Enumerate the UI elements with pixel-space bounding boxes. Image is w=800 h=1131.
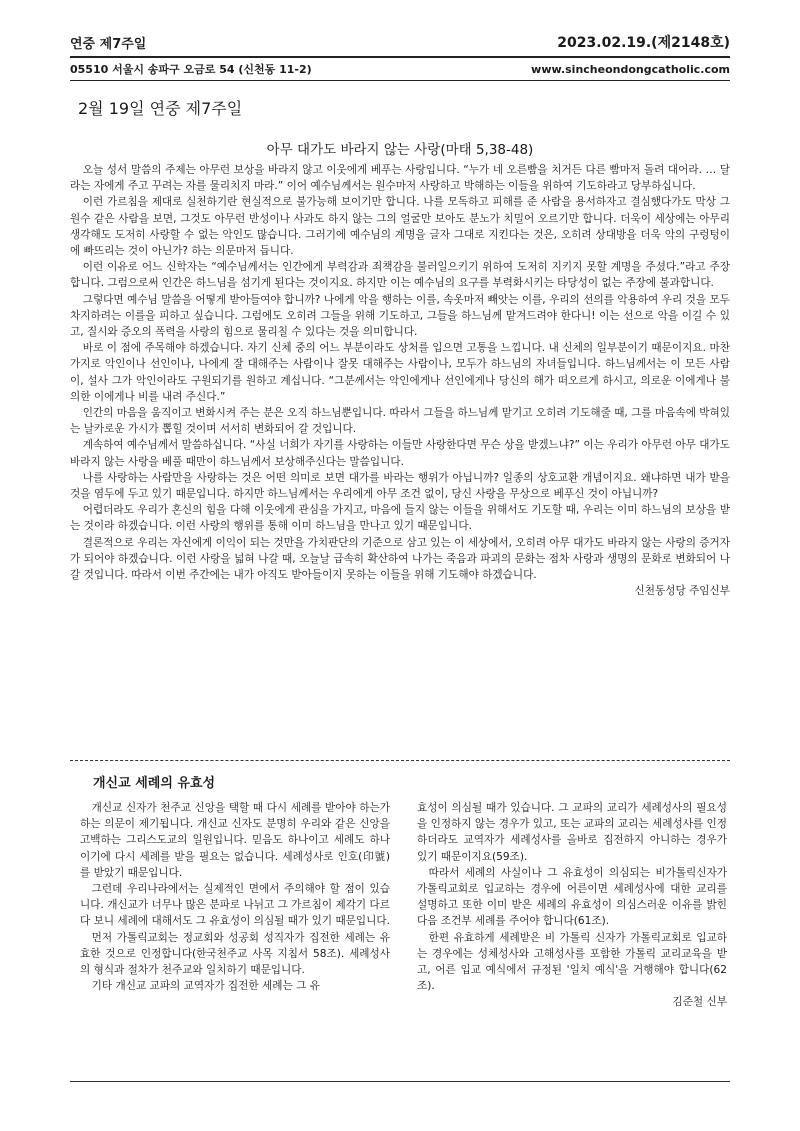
date-issue: 2023.02.19.(제2148호) xyxy=(557,35,730,51)
article-paragraph: 결론적으로 우리는 자신에게 이익이 되는 것만을 가치판단의 기준으로 삼고 있는 이 세상에서, 오히려 아무 대가도 바라지 않는 사랑의 증거자가 되어야 하겠습니다. 이런 사랑을 넓혀 나갈 때, 오늘날 급속히 확산하여 나가는 죽음과 파괴의 문화는 점차 사랑과 생명의 문화로 변화되어 나갈 것입니다. 따라서 이번 주간에는 내가 아직도 받아들이지 못하는 이들을 위해 기도해야 하겠습니다. xyxy=(70,536,731,582)
article-paragraph: 계속하여 예수님께서 말씀하십니다. “사실 너희가 자기를 사랑하는 이들만 사랑한다면 무슨 상을 받겠느냐?” 이는 우리가 아무런 아무 대가도 바라지 않는 사랑을 베풀 때만이 하느님께서 보상해주신다는 말씀입니다. xyxy=(70,439,730,468)
page-header xyxy=(70,30,730,81)
article-paragraph: 이런 가르침을 제대로 실천하기란 현실적으로 불가능해 보이기만 합니다. 나를 모독하고 피해를 준 사람을 용서하자고 결심했다가도 막상 그 원수 같은 사람을 보면, 그것도 아무런 반성이나 사과도 하지 않는 그의 얼굴만 보아도 분노가 치밀어 오르기만 합니다. 더욱이 세상에는 아무리 생각해도 도저히 사랑할 수 없는 악인도 많습니다. 그러기에 예수님의 계명을 글자 그대로 지킨다는 것은, 오히려 상대방을 더욱 악의 구렁텅이에 빠뜨리는 것이 아닌가? 하는 의문마저 듭니다. xyxy=(70,196,730,258)
article-paragraph: 바로 이 점에 주목해야 하겠습니다. 자기 신체 중의 어느 부분이라도 상처를 입으면 고통을 느낍니다. 내 신체의 일부분이기 때문이지요. 마찬가지로 악인이나 선인이나, 나에게 잘 대해주는 사람이나 잘못 대해주는 사람이나, 모두가 하느님의 자녀들입니다. 하느님께서는 이 모든 사람이, 설사 그가 악인이라도 구원되기를 원하고 계십니다. “그분께서는 악인에게나 선인에게나 당신의 해가 떠오르게 하시고, 의로운 이에게나 불의한 이에게나 비를 내려 주신다.” xyxy=(70,342,730,403)
article-paragraph: 이런 이유로 어느 신학자는 “예수님께서는 인간에게 부력감과 죄책감을 불러일으키기 위하여 도저히 지키지 못할 계명을 주셨다.”라고 주장합니다. 그럼으로써 인간은 하느님을 섬기게 된다는 것이지요. 하지만 이는 예수님의 요구를 부력화시키는 타당성이 없는 주장에 불과합니다. xyxy=(70,261,730,290)
website-link[interactable]: www.sincheondongcatholic.com xyxy=(531,62,730,76)
week-label: 연중 제7주일 xyxy=(70,37,147,52)
article-paragraph: 오늘 성서 말씀의 주제는 아무런 보상을 바라지 않고 이웃에게 베푸는 사랑입니다. “누가 네 오른빰을 치거든 다른 빰마저 돌려 대어라. … 달라는 자에게 주고 꾸려는 자를 물리치지 마라.” 이어 예수님께서는 원수마저 사랑하고 박해하는 이들을 위하여 기도하라고 당부하십니다. xyxy=(70,164,730,193)
section-title: 개신교 세례의 유효성 xyxy=(93,776,216,791)
section-signature: 김준철 신부 xyxy=(672,996,727,1009)
bottom-rule xyxy=(70,1081,730,1082)
header-top-row xyxy=(70,30,730,52)
column-paragraph: 기타 개신교 교파의 교역자가 집전한 세례는 그 유 xyxy=(91,980,320,993)
two-column-section xyxy=(80,800,727,1011)
article-paragraph: 인간의 마음을 움직이고 변화시켜 주는 분은 오직 하느님뿐입니다. 따라서 그들을 하느님께 맡기고 오히려 기도해줄 때, 그를 마음속에 박혀있는 날카로운 가시가 뽑힐 것이며 서서히 변화되어 갈 것입니다. xyxy=(70,407,731,436)
address: 05510 서울시 송파구 오금로 54 (신천동 11-2) xyxy=(70,63,312,76)
homily-article xyxy=(70,162,730,599)
article-paragraph: 어렵더라도 우리가 혼신의 힘을 다해 이웃에게 관심을 가지고, 마음에 들지 않는 이들을 위해서도 기도할 때, 우리는 이미 하느님의 보상을 받는 것이라 하겠습니다. 이런 사랑의 행위를 통해 이미 하느님을 만나고 있기 때문입니다. xyxy=(70,504,730,533)
column-paragraph: 효성이 의심될 때가 있습니다. 그 교파의 교리가 세례성사의 필요성을 인정하지 않는 경우가 있고, 또는 교파의 교리는 세례성사를 인정하더라도 교역자가 세례성사를 올바로 집전하지 아니하는 경우가 있기 때문이지요(59조). xyxy=(417,802,727,863)
column-left xyxy=(80,800,390,1011)
header-rule-thin xyxy=(70,80,730,81)
page-title: 2월 19일 연중 제7주일 xyxy=(78,99,243,118)
column-right xyxy=(417,800,727,1011)
column-paragraph: 한편 유효하게 세례받은 비 가톨릭 신자가 가톨릭교회로 입교하는 경우에는 성체성사와 고해성사를 포함한 가톨릭 교리교육을 받고, 어른 입교 예식에서 규정된 '일치 예식'을 거행해야 합니다(62조). xyxy=(417,931,727,993)
article-signature: 신천동성당 주임신부 xyxy=(634,585,730,598)
column-paragraph: 개신교 신자가 천주교 신앙을 택할 때 다시 세례를 받아야 하는가 하는 의문이 제기됩니다. 개신교 신자도 분명히 우리와 같은 신앙을 고백하는 그리스도교의 일원입니다. 믿음도 하나이고 세례도 하나이기에 다시 세례를 받을 필요는 없습니다. 세례성사로 인호(印號)를 받았기 때문입니다. xyxy=(80,802,390,879)
column-paragraph: 따라서 세례의 사실이나 그 유효성이 의심되는 비가톨릭신자가 가톨릭교회로 입교하는 경우에 어른이면 세례성사에 대한 교리를 설명하고 또한 이미 받은 세례의 유효성이 의심스러운 이유를 밝힌 다음 조건부 세례를 주어야 합니다(61조). xyxy=(417,866,727,928)
section-divider xyxy=(70,760,730,761)
header-bottom-row xyxy=(70,58,730,80)
article-paragraph: 그렇다면 예수님 말씀을 어떻게 받아들여야 합니까? 나에게 악을 행하는 이를, 속옷마저 빼앗는 이를, 우리의 선의를 악용하여 우리 것을 모두 차지하려는 이를을 피하고 싶습니다. 그럼에도 오히려 그들을 위해 기도하고, 그들을 하느님께 맡겨드려야 한다니! 이는 선으로 악을 이길 수 있고, 질시와 증오의 폭력을 사랑의 힘으로 물리칠 수 있다는 것을 의미합니다. xyxy=(70,293,730,339)
article-title: 아무 대가도 바라지 않는 사랑(마태 5,38-48) xyxy=(266,142,534,158)
column-paragraph: 그런데 우리나라에서는 실제적인 면에서 주의해야 할 점이 있습니다. 개신교가 너무나 많은 분파로 나뉘고 그 가르침이 제각기 다르다 보니 세례에 대해서도 그 유효성이 의심될 때가 있기 때문입니다. xyxy=(80,883,390,928)
article-paragraph: 나를 사랑하는 사람만을 사랑하는 것은 어떤 의미로 보면 대가를 바라는 행위가 아닙니까? 일종의 상호교환 개념이지요. 왜냐하면 내가 받을 것을 염두에 두고 있기 때문입니다. 하지만 하느님께서는 우리에게 아무 조건 없이, 당신 사랑을 무상으로 베푸신 것이 아닙니까? xyxy=(70,471,730,501)
column-paragraph: 먼저 가톨릭교회는 정교회와 성공회 성직자가 집전한 세례는 유효한 것으로 인정합니다(한국천주교 사목 지침서 58조). 세례성사의 형식과 절차가 천주교와 일치하기 때문입니다. xyxy=(80,931,390,977)
